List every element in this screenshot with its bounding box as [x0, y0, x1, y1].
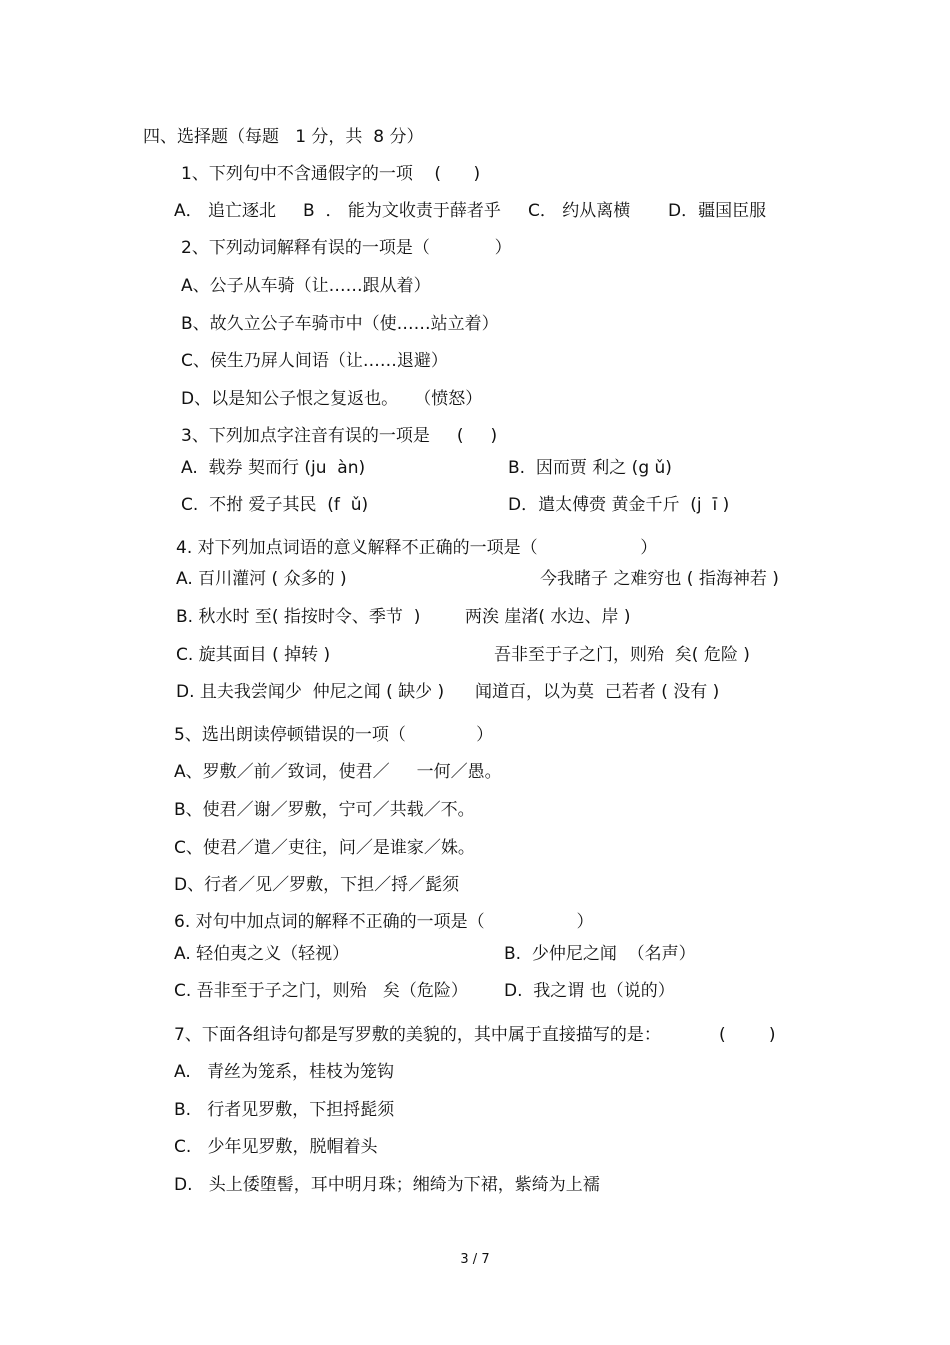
q4-option-c-left: C. 旋其面目 ( 掉转 ) [176, 645, 331, 665]
section-title: 四、选择题（每题 1 分，共 8 分） [143, 127, 424, 147]
q2-option-d: D、以是知公子恨之复返也。 （愤怒） [181, 389, 483, 409]
q4-option-b-left: B. 秋水时 至( 指按时令、季节 ) [176, 607, 421, 627]
q2-option-a: A、公子从车骑（让……跟从着） [181, 276, 431, 296]
q2-option-b: B、故久立公子车骑市中（使……站立着） [181, 314, 499, 334]
q3-option-c: C. 不拊 爱子其民 (f ǔ) [181, 495, 369, 515]
q7-stem: 7、下面各组诗句都是写罗敷的美貌的，其中属于直接描写的是： [174, 1025, 661, 1045]
q7-option-d: D. 头上倭堕髻，耳中明月珠；缃绮为下裙，紫绮为上襦 [174, 1175, 600, 1195]
q4-option-d-left: D. 且夫我尝闻少 仲尼之闻 ( 缺少 ) [176, 682, 445, 702]
q6-option-c: C. 吾非至于子之门，则殆 矣（危险） [174, 981, 468, 1001]
q5-option-d: D、行者／见／罗敷，下担／捋／髭须 [174, 875, 460, 895]
q6-option-d: D. 我之谓 也（说的） [504, 981, 675, 1001]
q3-option-b: B. 因而贾 利之 (g ǔ) [508, 458, 672, 478]
q5-stem: 5、选出朗读停顿错误的一项（ ） [174, 725, 494, 745]
q6-option-b: B. 少仲尼之闻 （名声） [504, 944, 696, 964]
q5-option-c: C、使君／遣／吏往，问／是谁家／姝。 [174, 838, 475, 858]
q6-stem: 6. 对句中加点词的解释不正确的一项是（ ） [174, 912, 594, 932]
q6-option-a: A. 轻伯夷之义（轻视） [174, 944, 350, 964]
q2-option-c: C、侯生乃屏人间语（让……退避） [181, 351, 448, 371]
q4-option-d-right: 闻道百，以为莫 己若者 ( 没有 ) [475, 682, 720, 702]
q1-options: A． 追亡逐北 B ． 能为文收责于薛者乎 C． 约从离横 D．疆国臣服 [174, 201, 767, 221]
q7-answer-paren: ( ) [719, 1025, 776, 1045]
q7-option-a: A. 青丝为笼系，桂枝为笼钩 [174, 1062, 394, 1082]
q3-stem: 3、下列加点字注音有误的一项是 ( ) [181, 426, 498, 446]
q4-stem: 4. 对下列加点词语的意义解释不正确的一项是（ ） [176, 538, 658, 558]
q1-stem: 1、下列句中不含通假字的一项 ( ) [181, 164, 481, 184]
q4-option-b-right: 两涘 崖渚( 水边、岸 ) [465, 607, 631, 627]
q4-option-c-right: 吾非至于子之门，则殆 矣( 危险 ) [494, 645, 750, 665]
q3-option-d: D．遣太傅赍 黄金千斤 (j ī ) [508, 495, 730, 515]
q5-option-b: B、使君／谢／罗敷，宁可／共载／不。 [174, 800, 475, 820]
q4-option-a-left: A. 百川灌河 ( 众多的 ) [176, 569, 347, 589]
page-number: 3 / 7 [460, 1252, 490, 1267]
q2-stem: 2、下列动词解释有误的一项是（ ） [181, 238, 512, 258]
q4-option-a-right: 今我睹子 之难穷也 ( 指海神若 ) [540, 569, 779, 589]
q5-option-a: A、罗敷／前／致词，使君／ 一何／愚。 [174, 762, 502, 782]
q7-option-b: B. 行者见罗敷，下担捋髭须 [174, 1100, 395, 1120]
q3-option-a: A. 载券 契而行 (ju àn) [181, 458, 366, 478]
q7-option-c: C. 少年见罗敷，脱帽着头 [174, 1137, 378, 1157]
